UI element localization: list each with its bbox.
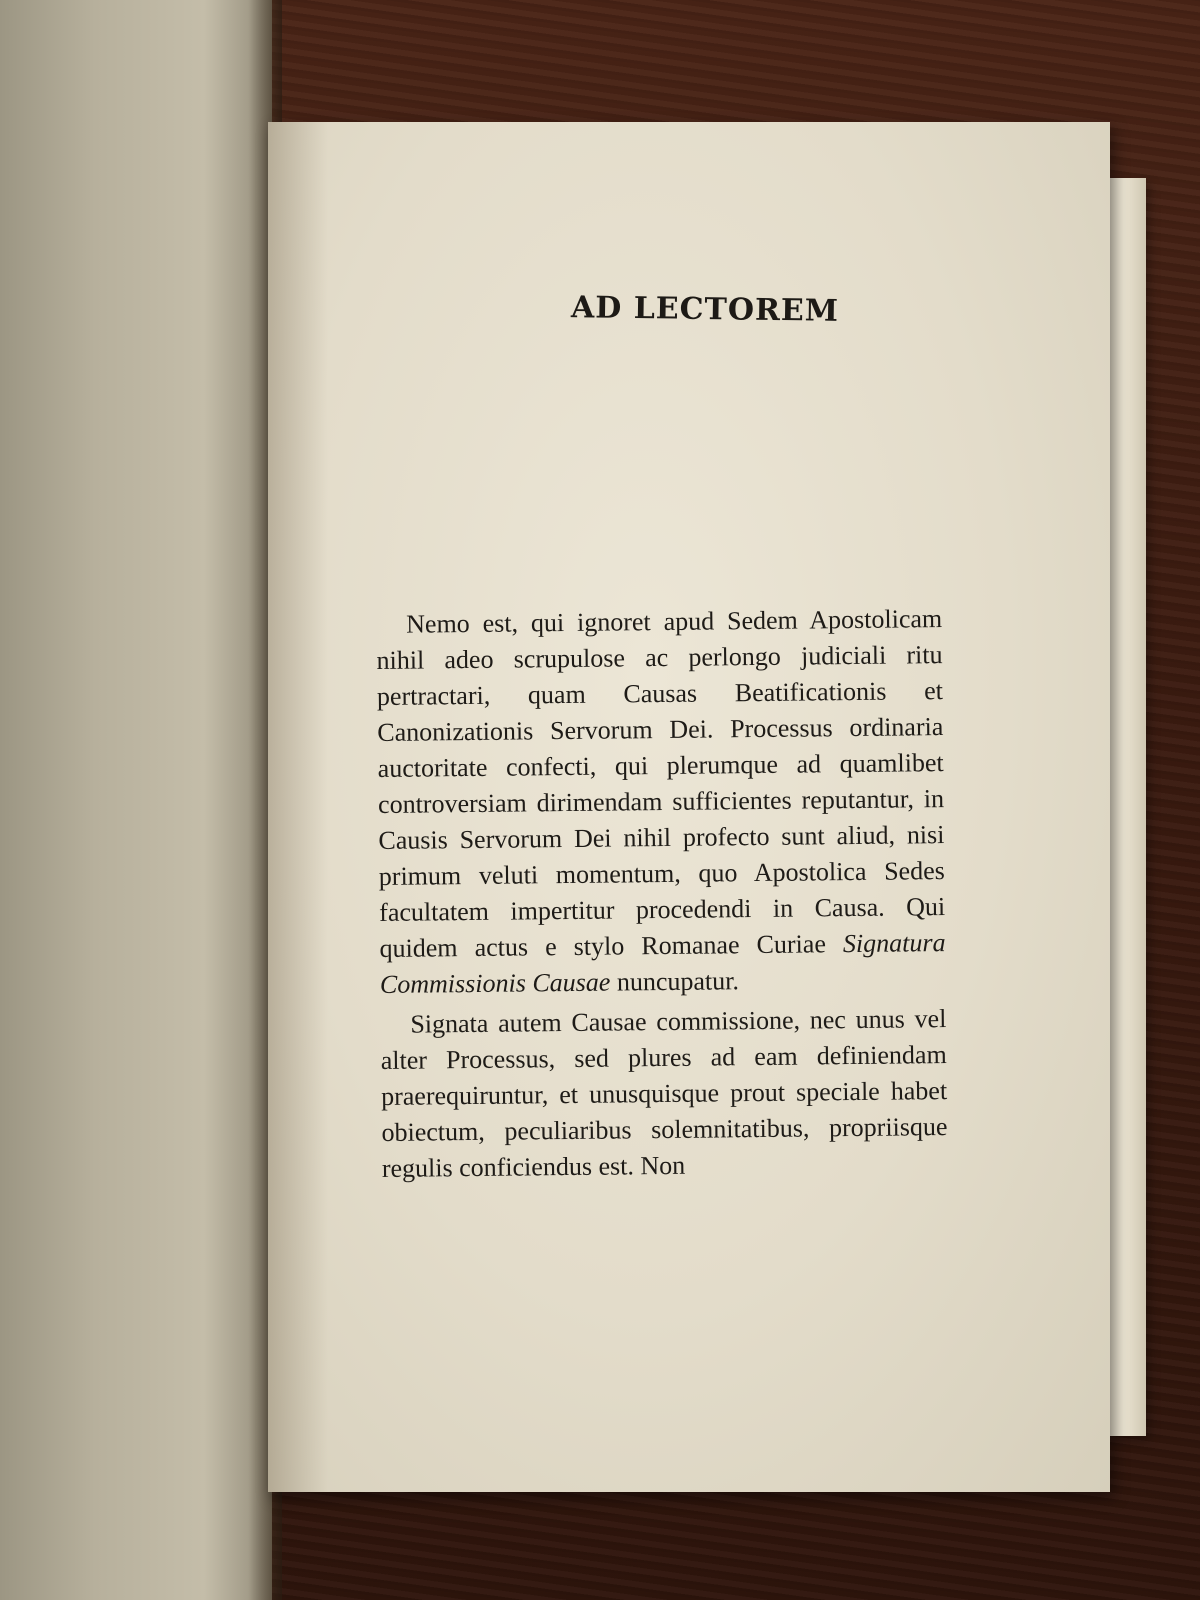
left-page [0, 0, 272, 1600]
paragraph-2: Signata autem Causae commissione, nec unus vel alter Processus, sed plures ad eam definiendam praerequiruntur, et unusquisque prout speciale habet obiectum, peculiaribus solemnitatibus, propriisque regulis conficiendus est. Non [380, 1004, 948, 1183]
paragraph-1 [376, 601, 946, 1003]
body-text [376, 601, 948, 1187]
right-page [268, 122, 1110, 1492]
paragraph-1-italic: Signatura Commissionis Causae [379, 928, 946, 999]
paragraph-1-text: Nemo est, qui ignoret apud Sedem Apostolicam nihil adeo scrupulose ac perlongo judiciali ritu pertractari, quam Causas Beatificationis et Canonizationis Servorum Dei. Processus ordinaria auctoritate confecti, qui plerumque ad quamlibet controversiam dirimendam sufficientes reputantur, in Causis Servorum Dei nihil profecto sunt aliud, nisi primum veluti momentum, quo Apostolica Sedes facultatem impertitur procedendi in Causa. Qui quidem actus e stylo Romanae Curiae [376, 604, 946, 963]
gutter-shade [268, 122, 328, 1492]
page-title: AD LECTOREM [570, 290, 840, 329]
paragraph-1-end: nuncupatur. [616, 966, 740, 997]
